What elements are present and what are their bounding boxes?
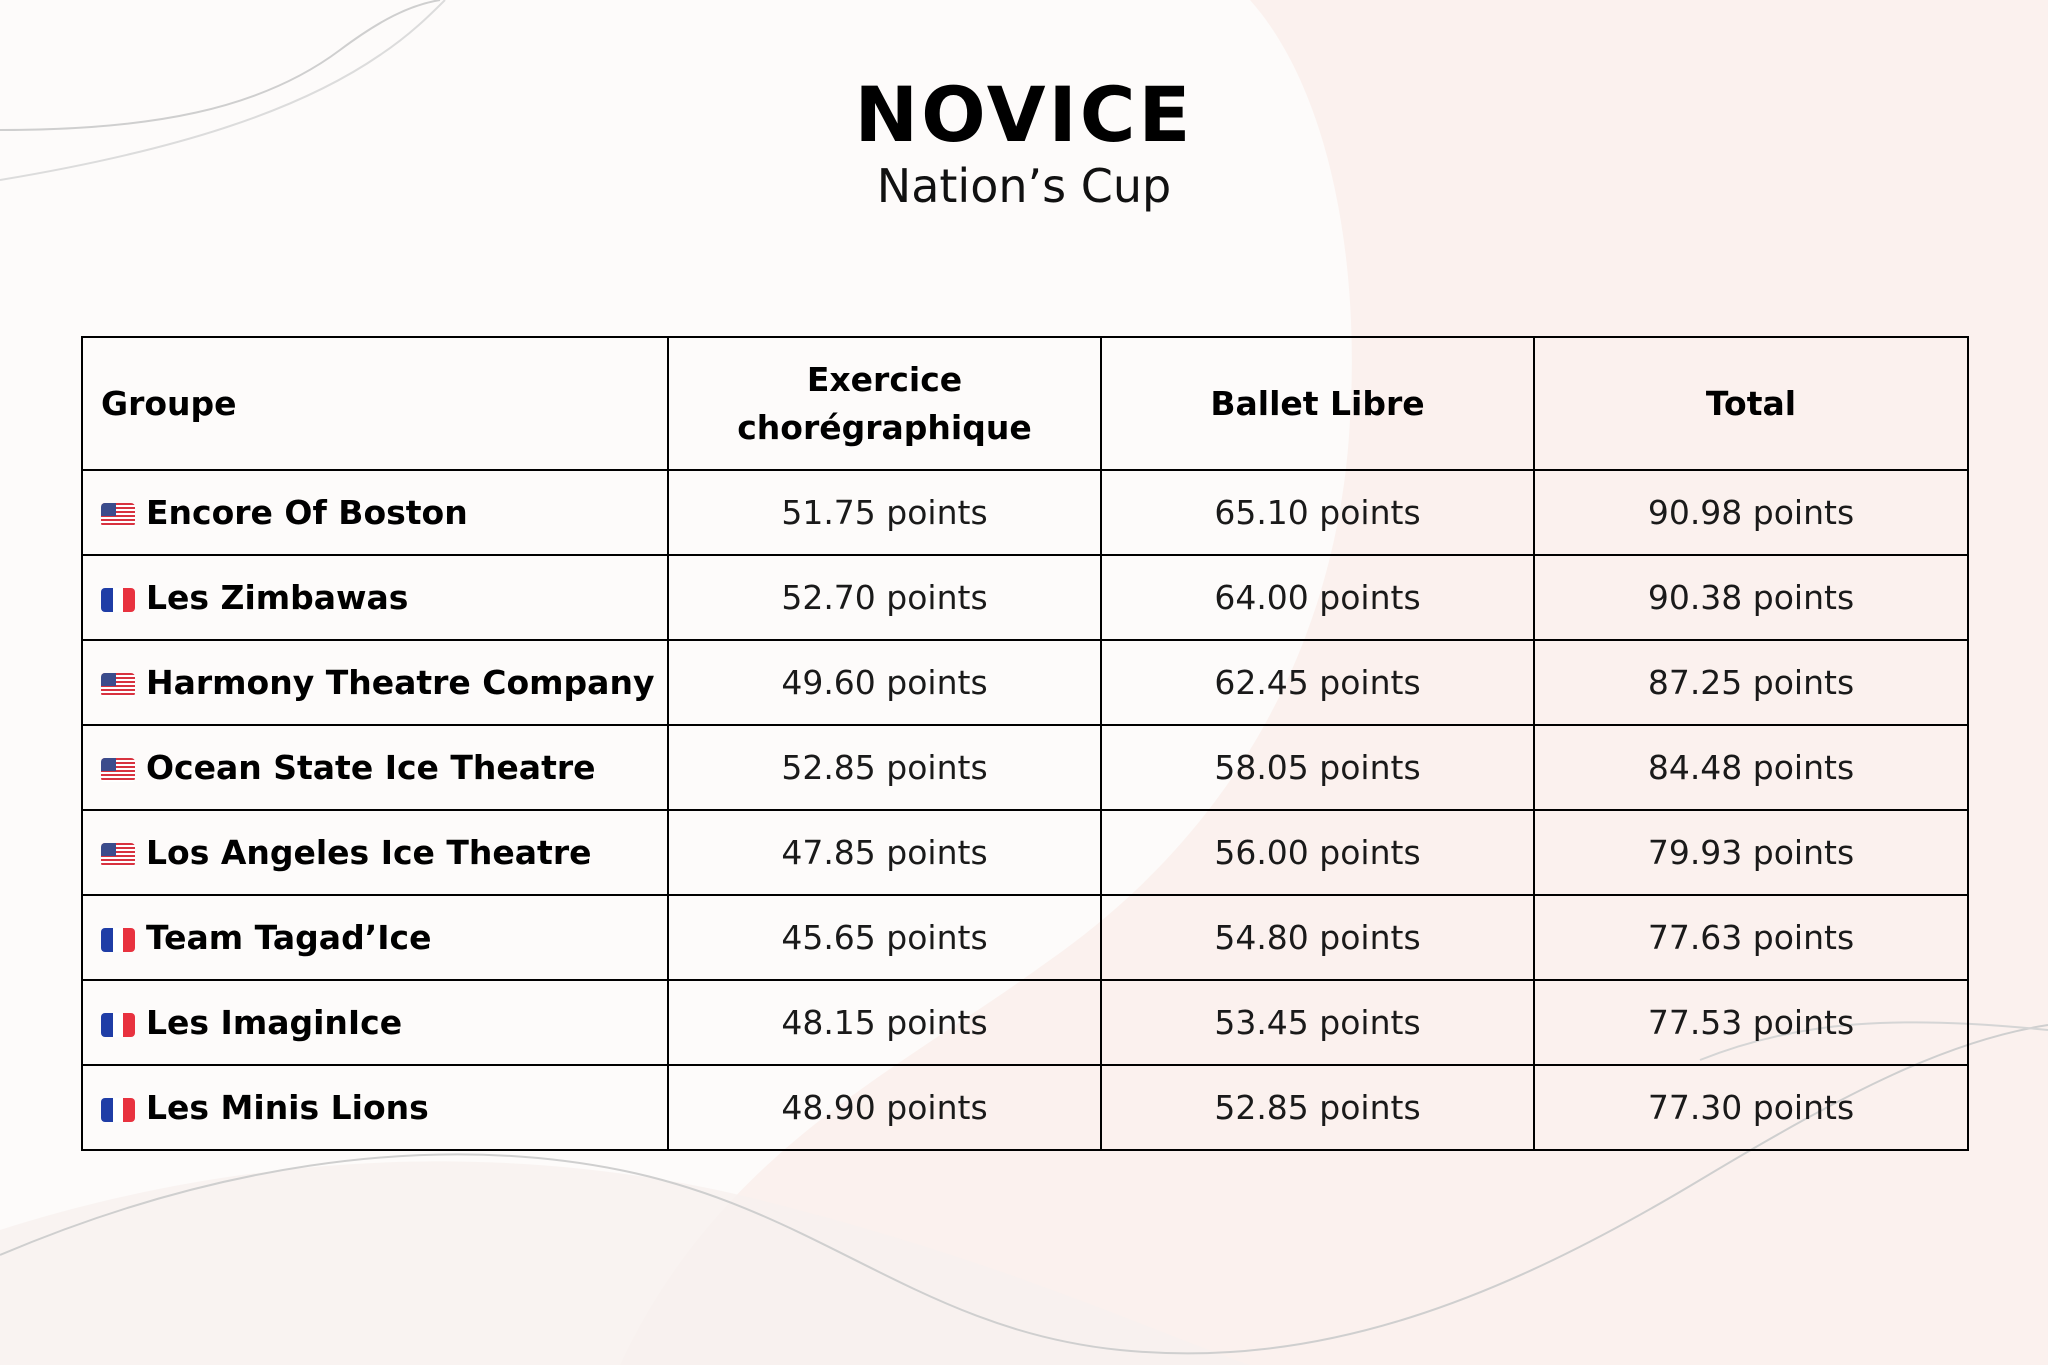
ballet-score-cell: 65.10 points (1101, 470, 1534, 555)
group-cell (82, 725, 668, 810)
exercise-score-cell: 49.60 points (668, 640, 1101, 725)
table-row (82, 810, 1968, 895)
table-row (82, 895, 1968, 980)
usa-flag-icon (101, 843, 135, 867)
total-score-cell: 90.98 points (1534, 470, 1968, 555)
group-name: Les Zimbawas (146, 578, 409, 617)
total-score-cell: 77.30 points (1534, 1065, 1968, 1150)
table-row (82, 640, 1968, 725)
exercise-score-cell: 45.65 points (668, 895, 1101, 980)
group-name: Harmony Theatre Company (146, 663, 655, 702)
group-cell (82, 555, 668, 640)
table-row (82, 1065, 1968, 1150)
total-score-cell: 84.48 points (1534, 725, 1968, 810)
total-score-cell: 87.25 points (1534, 640, 1968, 725)
column-header-total: Total (1534, 337, 1968, 470)
usa-flag-icon (101, 503, 135, 527)
group-cell (82, 810, 668, 895)
total-score-cell: 79.93 points (1534, 810, 1968, 895)
france-flag-icon (101, 1098, 135, 1122)
exercise-score-cell: 48.90 points (668, 1065, 1101, 1150)
france-flag-icon (101, 588, 135, 612)
table-row (82, 980, 1968, 1065)
column-header-exercise (668, 337, 1101, 470)
group-name: Les Minis Lions (146, 1088, 429, 1127)
results-table (81, 336, 1969, 1151)
exercise-score-cell: 52.85 points (668, 725, 1101, 810)
group-name: Encore Of Boston (146, 493, 468, 532)
table-header-row (82, 337, 1968, 470)
ballet-score-cell: 56.00 points (1101, 810, 1534, 895)
usa-flag-icon (101, 673, 135, 697)
column-header-exercise-line1: Exercice (806, 359, 963, 399)
ballet-score-cell: 52.85 points (1101, 1065, 1534, 1150)
table-row (82, 725, 1968, 810)
page-header (0, 70, 2048, 212)
group-cell (82, 1065, 668, 1150)
ballet-score-cell: 53.45 points (1101, 980, 1534, 1065)
page-subtitle: Nation’s Cup (876, 159, 1172, 213)
group-name: Ocean State Ice Theatre (146, 748, 596, 787)
exercise-score-cell: 51.75 points (668, 470, 1101, 555)
france-flag-icon (101, 928, 135, 952)
ballet-score-cell: 54.80 points (1101, 895, 1534, 980)
column-header-group: Groupe (82, 337, 668, 470)
group-cell (82, 895, 668, 980)
group-name: Les ImaginIce (146, 1003, 403, 1042)
column-header-exercise-line2: chorégraphique (737, 407, 1032, 447)
page-title: NOVICE (854, 70, 1194, 159)
group-name: Team Tagad’Ice (146, 918, 432, 957)
ballet-score-cell: 62.45 points (1101, 640, 1534, 725)
total-score-cell: 90.38 points (1534, 555, 1968, 640)
group-cell (82, 640, 668, 725)
usa-flag-icon (101, 758, 135, 782)
total-score-cell: 77.63 points (1534, 895, 1968, 980)
exercise-score-cell: 47.85 points (668, 810, 1101, 895)
total-score-cell: 77.53 points (1534, 980, 1968, 1065)
group-name: Los Angeles Ice Theatre (146, 833, 592, 872)
ballet-score-cell: 64.00 points (1101, 555, 1534, 640)
exercise-score-cell: 52.70 points (668, 555, 1101, 640)
column-header-ballet: Ballet Libre (1101, 337, 1534, 470)
table-row (82, 555, 1968, 640)
exercise-score-cell: 48.15 points (668, 980, 1101, 1065)
group-cell (82, 470, 668, 555)
ballet-score-cell: 58.05 points (1101, 725, 1534, 810)
group-cell (82, 980, 668, 1065)
table-row (82, 470, 1968, 555)
france-flag-icon (101, 1013, 135, 1037)
